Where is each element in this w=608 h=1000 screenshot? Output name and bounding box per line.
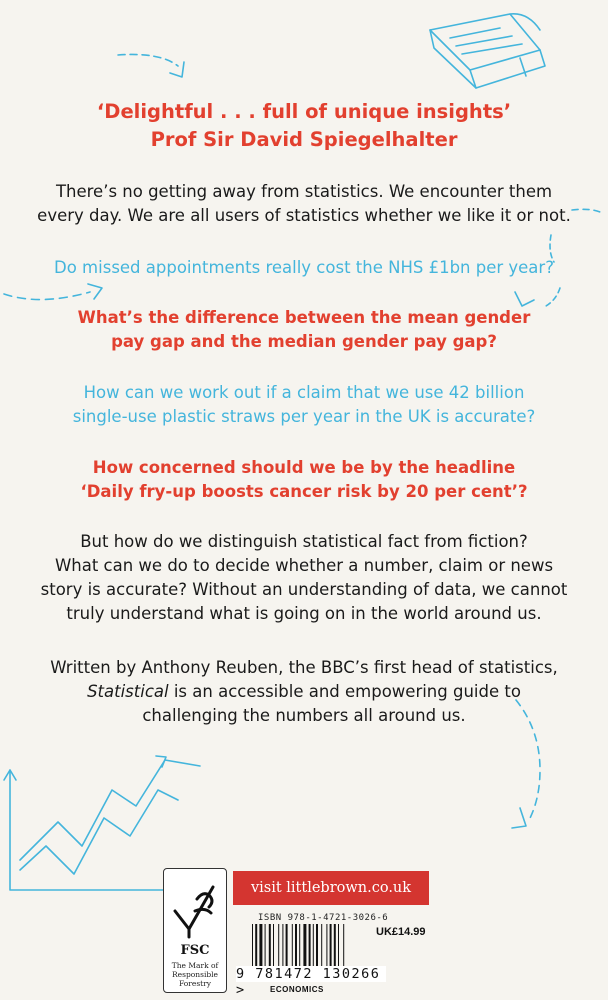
question-blue [30, 256, 578, 280]
fsc-tagline-line: The Mark of [171, 961, 219, 970]
tree-check-icon [165, 873, 225, 943]
body-line: truly understand what is going on in the world around us. [66, 604, 542, 623]
quote-text: ‘Delightful . . . full of unique insights’ [96, 100, 512, 123]
author-line: challenging the numbers all around us. [142, 706, 466, 725]
book-title: Statistical [87, 682, 169, 701]
question-red [30, 456, 578, 504]
body-line: What can we do to decide whether a number, claim or news [54, 556, 554, 575]
intro-line: There’s no getting away from statistics. We encounter them [55, 182, 553, 201]
fsc-label: FSC [180, 943, 210, 958]
fsc-logo [163, 868, 227, 993]
intro-line: every day. We are all users of statistics whether we like it or not. [37, 206, 571, 225]
question-line: Do missed appointments really cost the NHS £1bn per year? [54, 258, 554, 277]
author-line-rest: is an accessible and empowering guide to [168, 682, 521, 701]
barcode-number: 9 781472 130266 > [236, 966, 386, 982]
category-label: ECONOMICS [270, 985, 324, 994]
intro-paragraph [30, 180, 578, 228]
question-line: How concerned should we be by the headline [92, 458, 516, 477]
body-paragraph [30, 530, 578, 626]
question-line: pay gap and the median gender pay gap? [111, 332, 497, 351]
question-red [30, 306, 578, 354]
fsc-tagline-line: Responsible [172, 970, 218, 979]
fsc-tagline [166, 961, 224, 988]
publisher-website[interactable]: visit littlebrown.co.uk [233, 871, 429, 905]
price-label: UK£14.99 [376, 926, 426, 938]
question-line: What’s the difference between the mean gender [77, 308, 531, 327]
curved-arrow-icon [118, 54, 178, 66]
fsc-tagline-line: Forestry [178, 979, 212, 988]
quote-attribution: Prof Sir David Spiegelhalter [150, 128, 458, 151]
question-blue [30, 381, 578, 429]
cheese-wedge-icon [430, 14, 545, 88]
author-line [30, 680, 578, 704]
author-paragraph [30, 656, 578, 728]
question-line: ‘Daily fry-up boosts cancer risk by 20 per cent’? [80, 482, 528, 501]
body-line: story is accurate? Without an understanding of data, we cannot [40, 580, 568, 599]
question-line: How can we work out if a claim that we use 42 billion [83, 383, 525, 402]
arrow-icon [4, 292, 90, 300]
isbn-label: ISBN 978-1-4721-3026-6 [258, 913, 389, 923]
body-line: But how do we distinguish statistical fact from fiction? [80, 532, 528, 551]
endorsement-quote [30, 98, 578, 154]
author-line: Written by Anthony Reuben, the BBC’s first head of statistics, [50, 658, 558, 677]
question-line: single-use plastic straws per year in the UK is accurate? [72, 407, 536, 426]
